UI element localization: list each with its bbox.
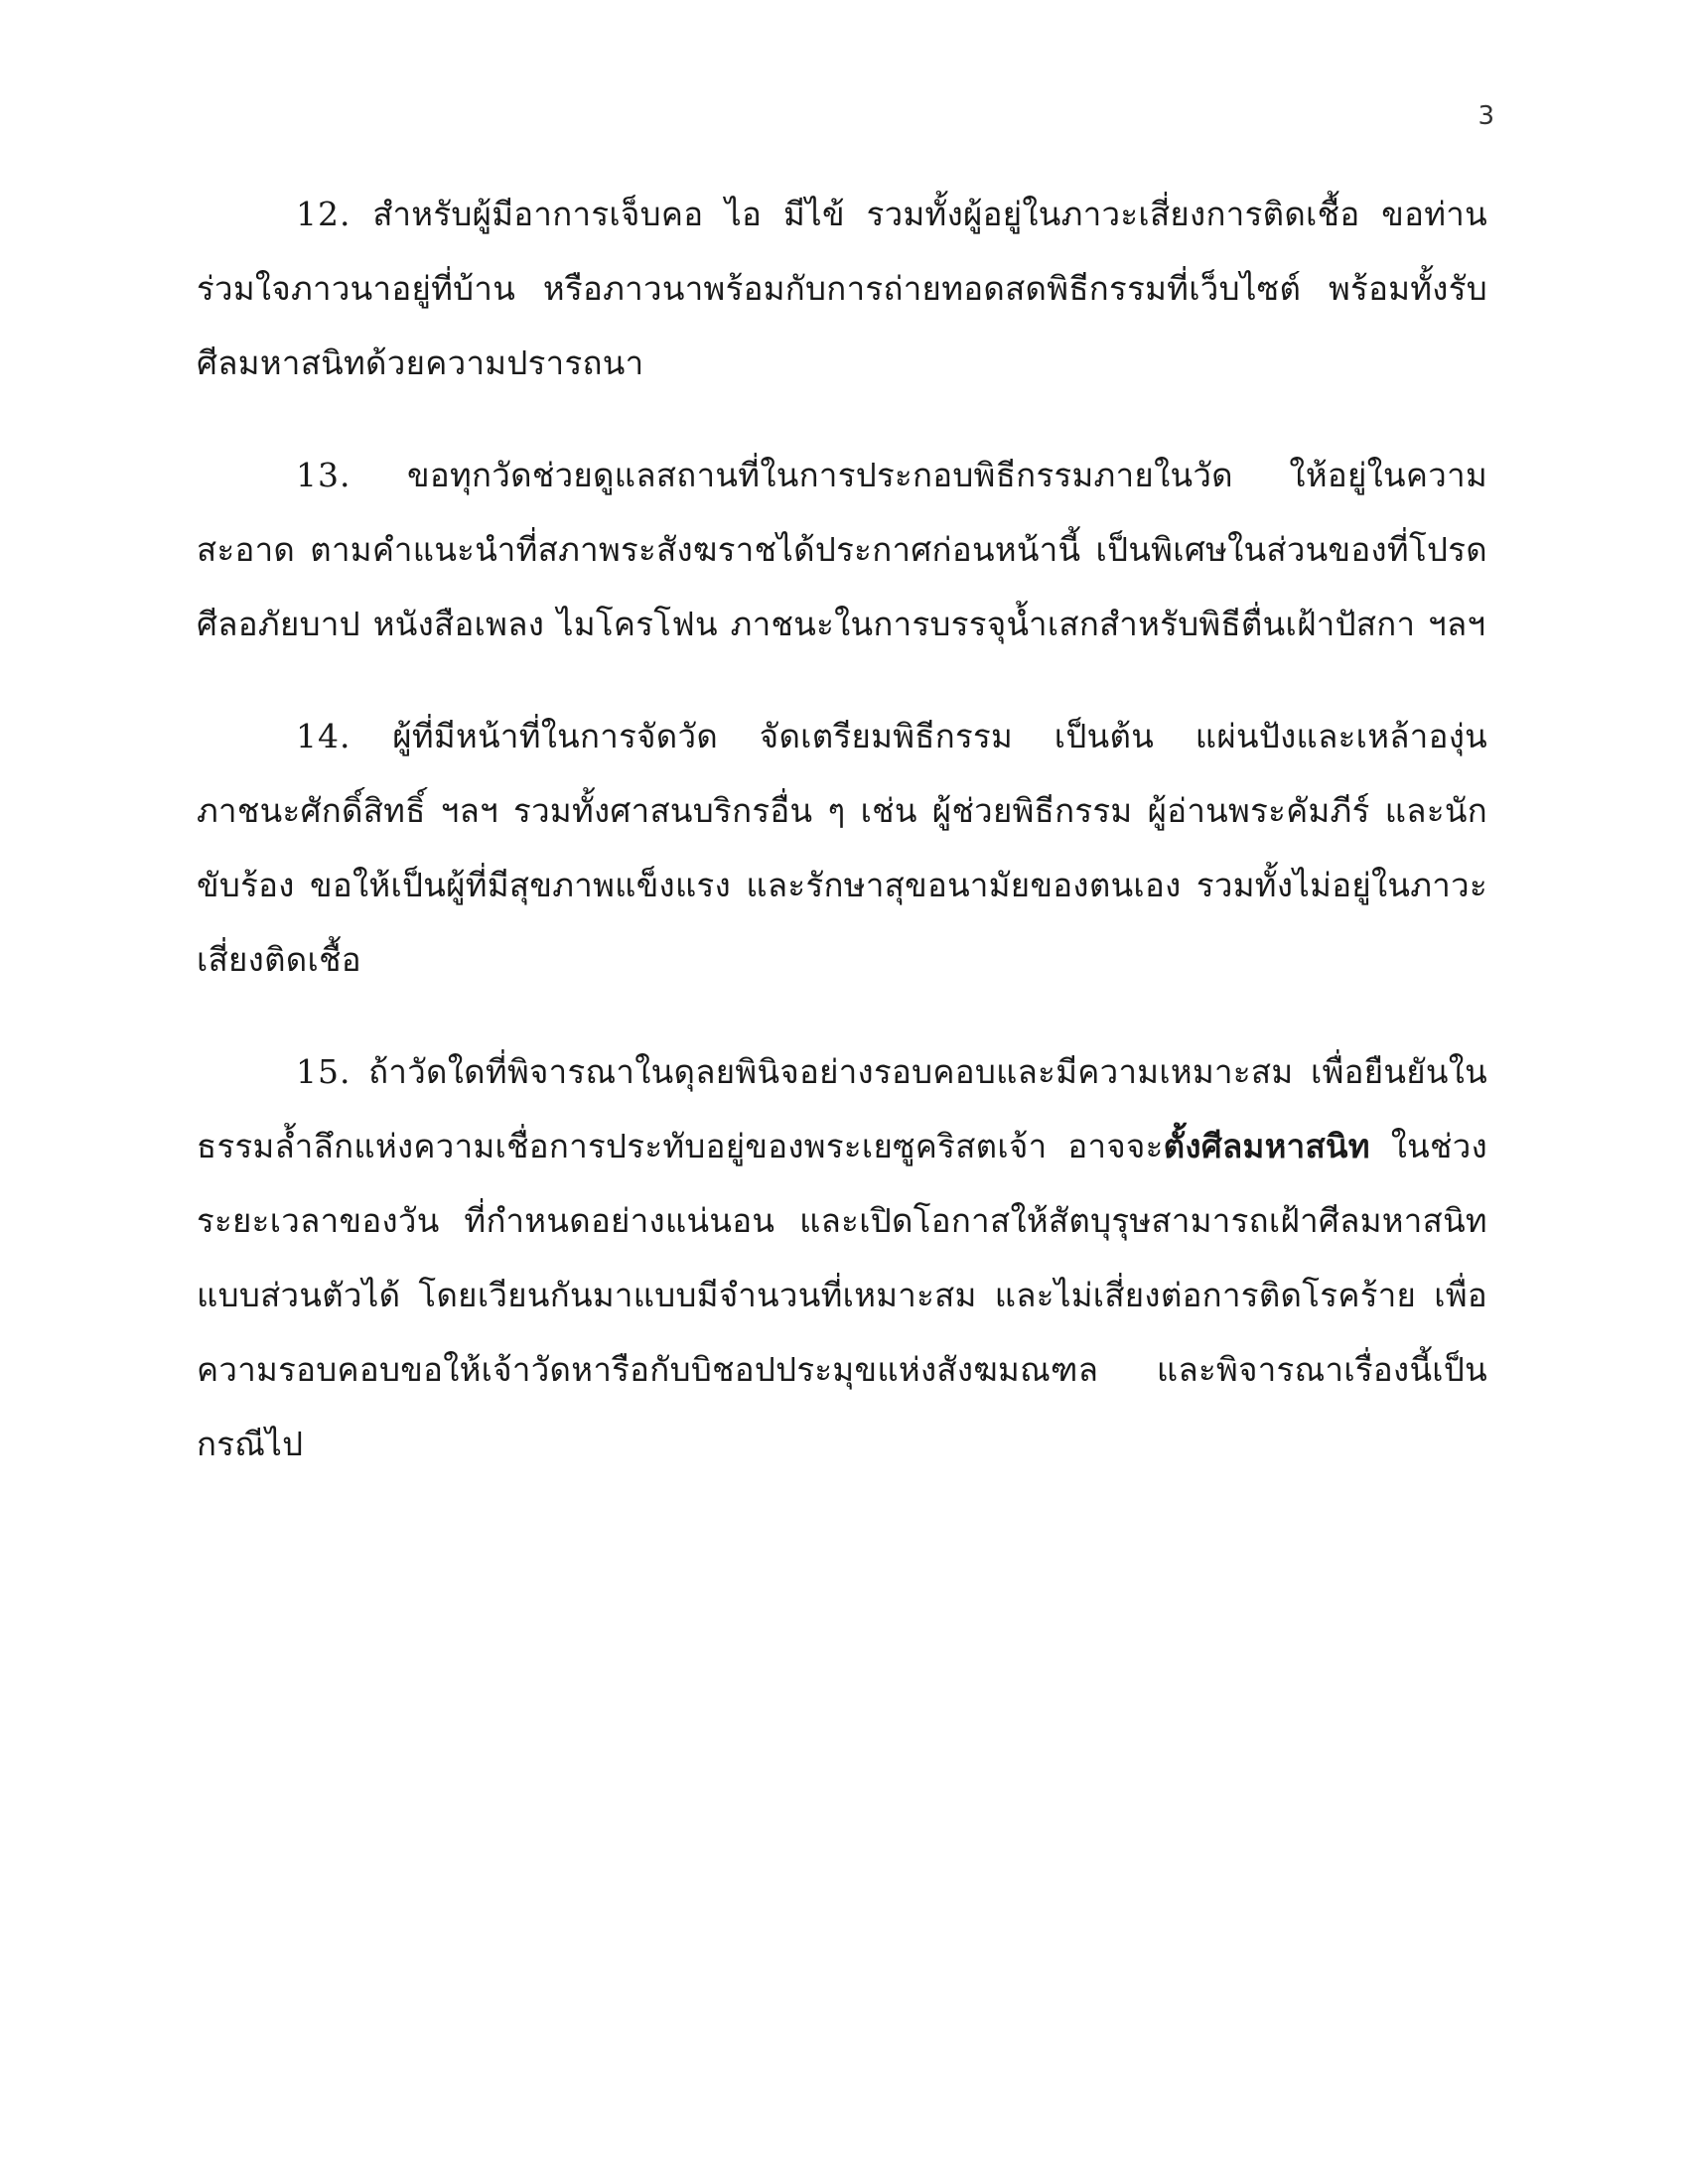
paragraph-text: ขอทุกวัดช่วยดูแลสถานที่ในการประกอบพิธีกรรมภายในวัด ให้อยู่ในความสะอาด ตามคำแนะนำที่สภาพระสังฆราชได้ประกาศก่อนหน้านี้ เป็นพิเศษในส่วนของที่โปรดศีลอภัยบาป หนังสือเพลง ไมโครโฟน ภาชนะในการบรรจุน้ำเสกสำหรับพิธีตื่นเฝ้าปัสกา ฯลฯ bbox=[197, 456, 1487, 643]
page-number: 3 bbox=[1477, 101, 1494, 131]
paragraph-15 bbox=[197, 1034, 1487, 1481]
paragraph-13 bbox=[197, 438, 1487, 661]
paragraph-text: สำหรับผู้มีอาการเจ็บคอ ไอ มีไข้ รวมทั้งผู้อยู่ในภาวะเสี่ยงการติดเชื้อ ขอท่านร่วมใจภาวนาอยู่ที่บ้าน หรือภาวนาพร้อมกับการถ่ายทอดสดพิธีกรรมที่เว็บไซต์ พร้อมทั้งรับศีลมหาสนิทด้วยความปรารถนา bbox=[197, 195, 1487, 382]
emphasized-text: ตั้งศีลมหาสนิท bbox=[1163, 1127, 1370, 1165]
paragraph-14 bbox=[197, 699, 1487, 997]
paragraph-text-continued: ในช่วงระยะเวลาของวัน ที่กำหนดอย่างแน่นอน และเปิดโอกาสให้สัตบุรุษสามารถเฝ้าศีลมหาสนิทแบบส่วนตัวได้ โดยเวียนกันมาแบบมีจำนวนที่เหมาะสม และไม่เสี่ยงต่อการติดโรคร้าย เพื่อความรอบคอบขอให้เจ้าวัดหารือกับบิชอปประมุขแห่งสังฆมณฑล และพิจารณาเรื่องนี้เป็นกรณีไป bbox=[197, 1127, 1487, 1463]
paragraph-number: 12. bbox=[296, 195, 352, 233]
paragraph-number: 13. bbox=[296, 456, 352, 494]
paragraph-number: 14. bbox=[296, 717, 352, 755]
paragraph-text: ถ้าวัดใดที่พิจารณาในดุลยพินิจอย่างรอบคอบและมีความเหมาะสม เพื่อยืนยันในธรรมล้ำลึกแห่งความเชื่อการประทับอยู่ของพระเยซูคริสตเจ้า อาจจะ bbox=[197, 1052, 1487, 1165]
document-body bbox=[197, 177, 1487, 1519]
paragraph-text: ผู้ที่มีหน้าที่ในการจัดวัด จัดเตรียมพิธีกรรม เป็นต้น แผ่นปังและเหล้าองุ่น ภาชนะศักดิ์สิทธิ์ ฯลฯ รวมทั้งศาสนบริกรอื่น ๆ เช่น ผู้ช่วยพิธีกรรม ผู้อ่านพระคัมภีร์ และนักขับร้อง ขอให้เป็นผู้ที่มีสุขภาพแข็งแรง และรักษาสุขอนามัยของตนเอง รวมทั้งไม่อยู่ในภาวะเสี่ยงติดเชื้อ bbox=[197, 717, 1488, 979]
paragraph-number: 15. bbox=[296, 1052, 352, 1091]
paragraph-12 bbox=[197, 177, 1487, 400]
